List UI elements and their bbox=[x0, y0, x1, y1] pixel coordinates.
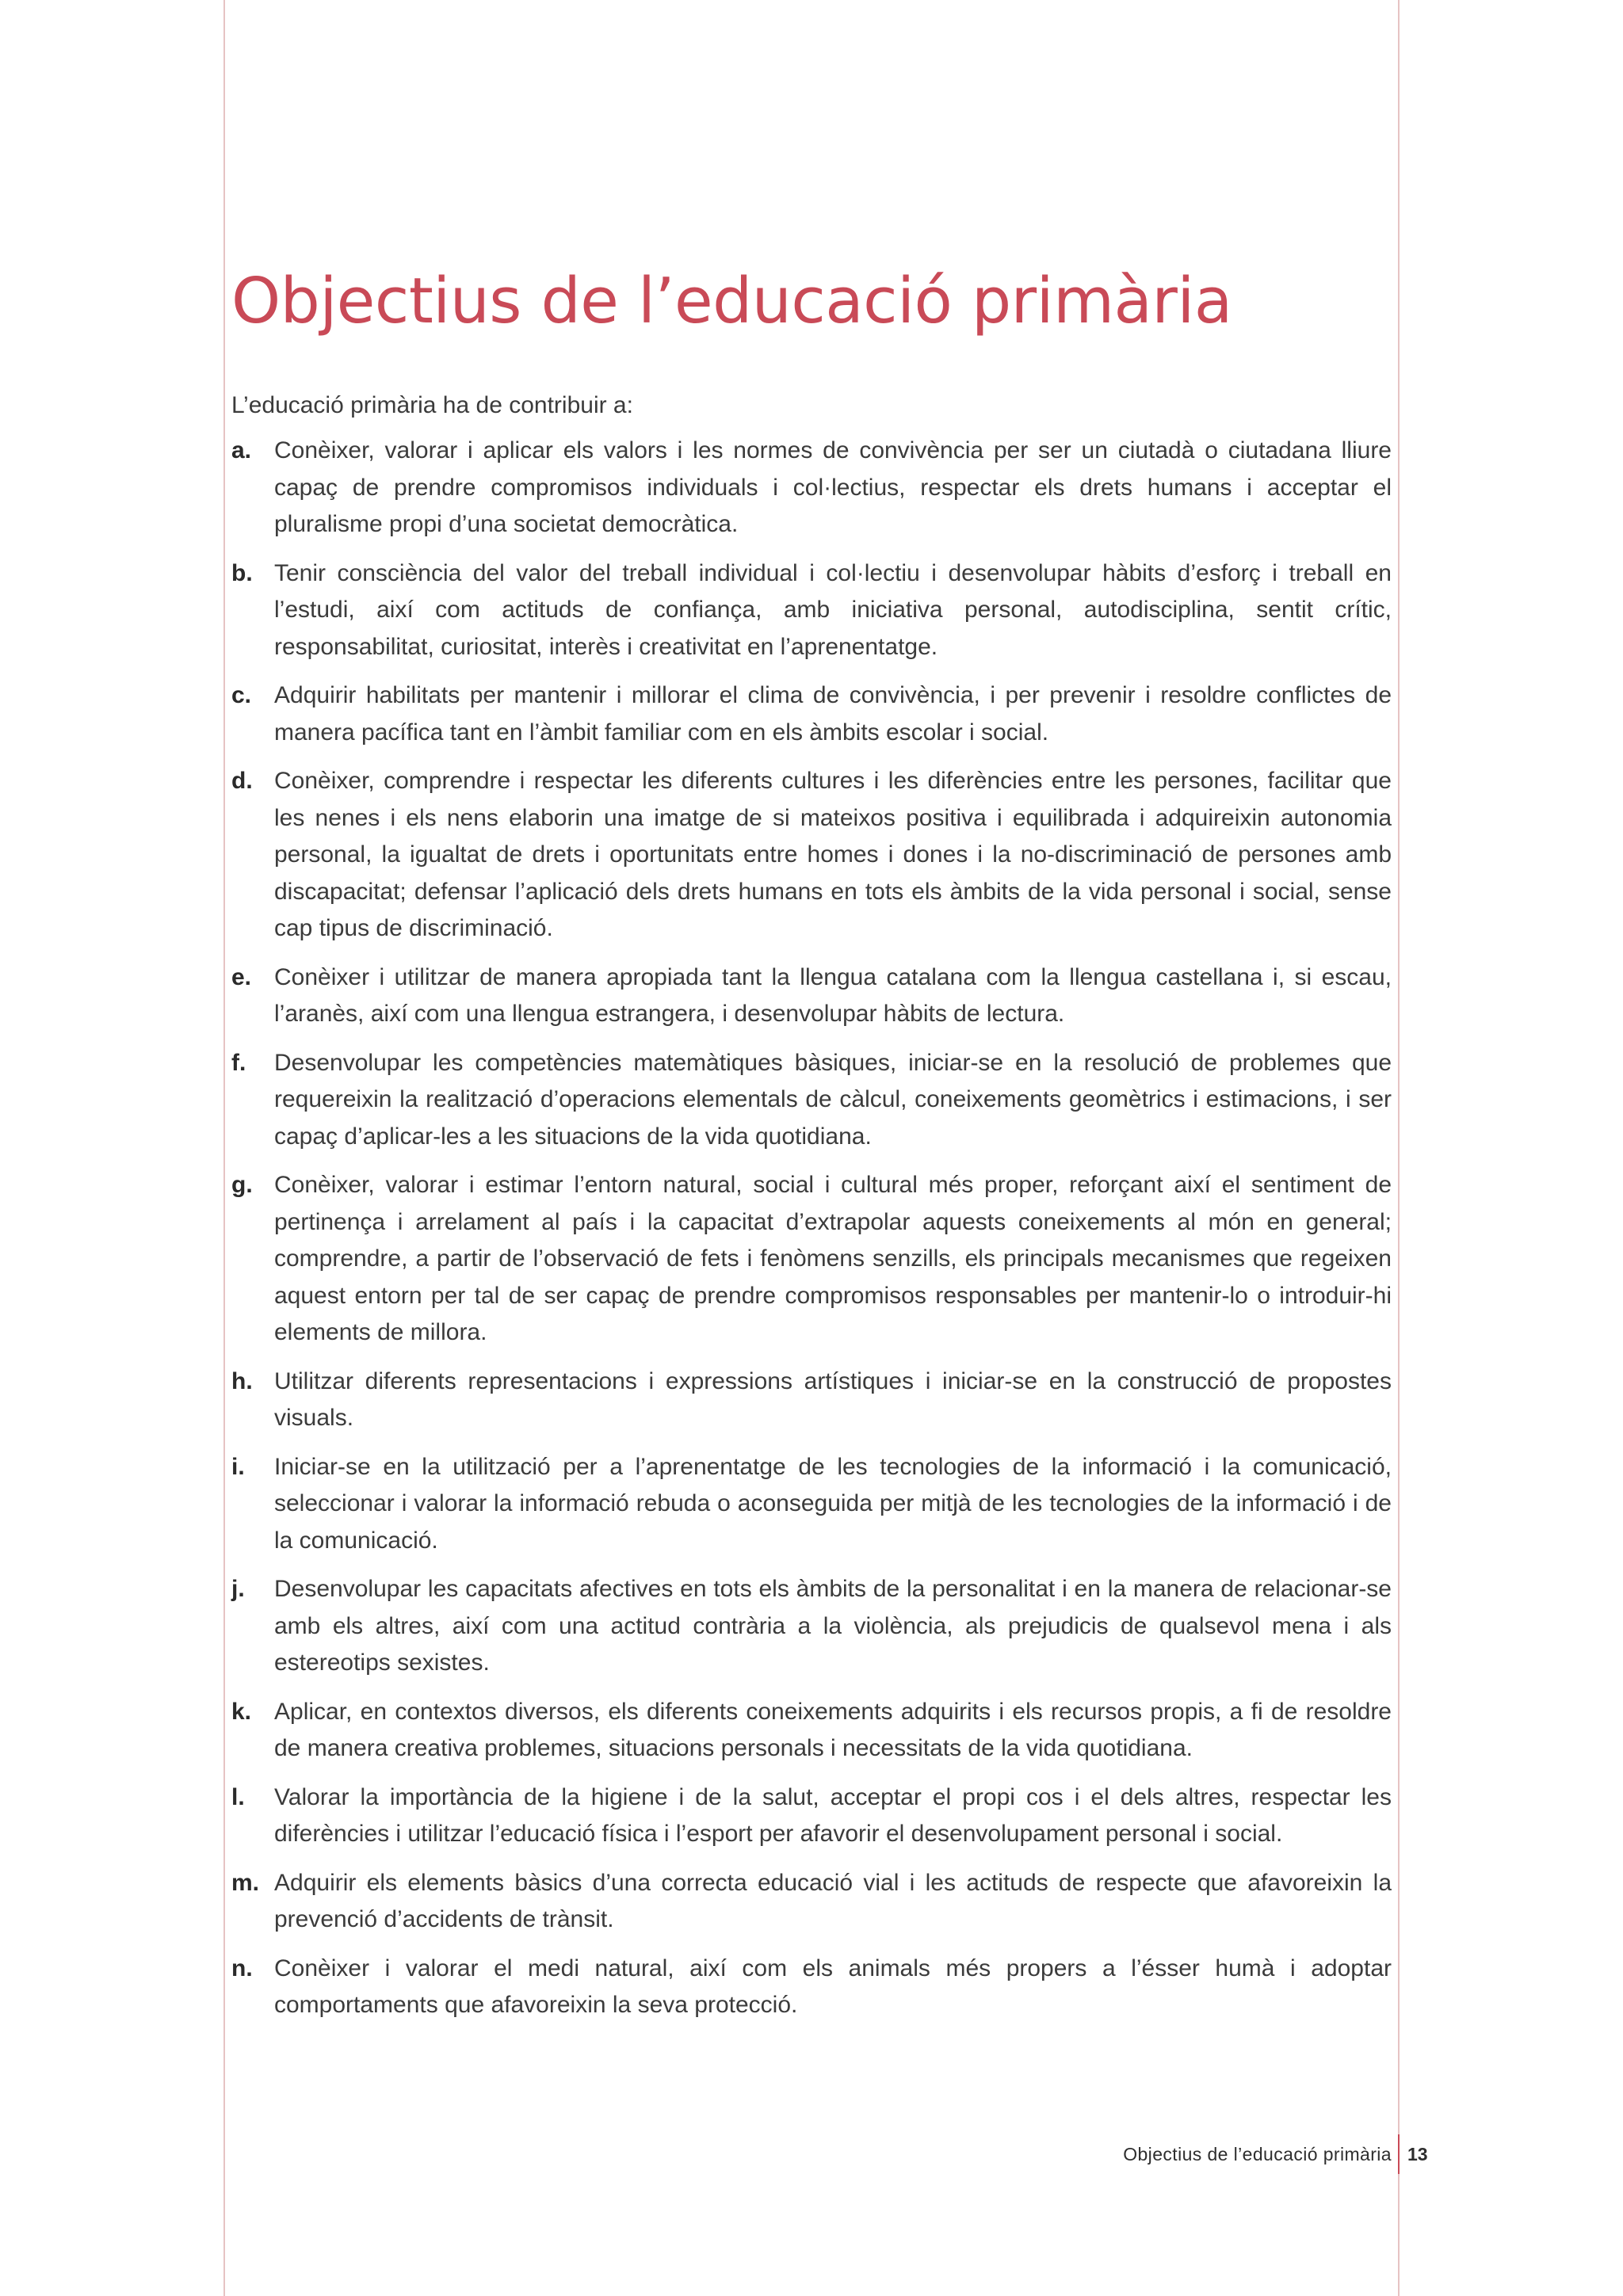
item-letter: h. bbox=[231, 1367, 253, 1394]
page-content bbox=[231, 261, 1392, 2036]
list-item bbox=[231, 555, 1392, 666]
list-item bbox=[231, 1779, 1392, 1853]
item-text: Conèixer, valorar i estimar l’entorn natural, social i cultural més proper, reforçant així el sentiment de pertinença i arrelament al país i la capacitat d’extrapolar aquests coneixements al món en general; comprendre, a partir de l’observació de fets i fenòmens senzills, els principals mecanismes que regeixen aquest entorn per tal de ser capaç de prendre compromisos responsables per mantenir-lo o introduir-hi elements de millora. bbox=[274, 1172, 1392, 1345]
item-text: Valorar la importància de la higiene i de la salut, acceptar el propi cos i el dels altres, respectar les diferències i utilitzar l’educació física i l’esport per afavorir el desenvolupament personal i social. bbox=[274, 1783, 1392, 1847]
item-letter: g. bbox=[231, 1172, 253, 1198]
item-text: Iniciar-se en la utilització per a l’aprenentatge de les tecnologies de la informació i la comunicació, seleccionar i valorar la informació rebuda o aconseguida per mitjà de les tecnologies de la informació i de la comunicació. bbox=[274, 1453, 1392, 1554]
item-text: Desenvolupar les capacitats afectives en tots els àmbits de la personalitat i en la manera de relacionar-se amb els altres, així com una actitud contrària a la violència, als prejudicis de qualsevol mena i als estereotips sexistes. bbox=[274, 1576, 1392, 1676]
footer-separator bbox=[1398, 2134, 1400, 2174]
item-text: Adquirir els elements bàsics d’una correcta educació vial i les actituds de respecte que afavoreixin la prevenció d’accidents de trànsit. bbox=[274, 1869, 1392, 1932]
list-item bbox=[231, 1363, 1392, 1437]
list-item bbox=[231, 677, 1392, 751]
item-letter: i. bbox=[231, 1453, 245, 1480]
list-item bbox=[231, 1951, 1392, 2024]
list-item bbox=[231, 1449, 1392, 1560]
list-item bbox=[231, 763, 1392, 948]
list-item bbox=[231, 1694, 1392, 1768]
list-item bbox=[231, 1571, 1392, 1682]
item-letter: j. bbox=[231, 1576, 245, 1602]
item-letter: f. bbox=[231, 1049, 246, 1076]
item-text: Conèixer, comprendre i respectar les diferents cultures i les diferències entre les persones, facilitar que les nenes i els nens elaborin una imatge de si mateixos positiva i equilibrada i adquireixin autonomia personal, la igualtat de drets i oportunitats entre homes i dones i la no-discriminació de persones amb discapacitat; defensar l’aplicació dels drets humans en tots els àmbits de la vida personal i social, sense cap tipus de discriminació. bbox=[274, 768, 1392, 941]
item-text: Conèixer i valorar el medi natural, així com els animals més propers a l’ésser humà i adoptar comportaments que afavoreixin la seva protecció. bbox=[274, 1955, 1392, 2018]
left-margin-rule bbox=[223, 0, 225, 2296]
item-letter: l. bbox=[231, 1783, 245, 1810]
item-letter: n. bbox=[231, 1955, 253, 1981]
item-text: Tenir consciència del valor del treball individual i col·lectiu i desenvolupar hàbits d’esforç i treball en l’estudi, així com actituds de confiança, amb iniciativa personal, autodisciplina, sentit crític, responsabilitat, curiositat, interès i creativitat en l’aprenentatge. bbox=[274, 559, 1392, 660]
item-text: Conèixer, valorar i aplicar els valors i les normes de convivència per ser un ciutadà o ciutadana lliure capaç de prendre compromisos individuals i col·lectius, respectar els drets humans i acceptar el pluralisme propi d’una societat democràtica. bbox=[274, 437, 1392, 537]
page-number: 13 bbox=[1407, 2144, 1428, 2164]
item-letter: m. bbox=[231, 1869, 260, 1896]
footer-section-title: Objectius de l’educació primària bbox=[1123, 2144, 1392, 2164]
item-text: Desenvolupar les competències matemàtiques bàsiques, iniciar-se en la resolució de problemes que requereixin la realització d’operacions elementals de càlcul, coneixements geomètrics i estimacions, i ser capaç d’aplicar-les a les situacions de la vida quotidiana. bbox=[274, 1049, 1392, 1150]
item-text: Utilitzar diferents representacions i expressions artístiques i iniciar-se en la construcció de propostes visuals. bbox=[274, 1367, 1392, 1431]
item-text: Conèixer i utilitzar de manera apropiada tant la llengua catalana com la llengua castellana i, si escau, l’aranès, així com una llengua estrangera, i desenvolupar hàbits de lectura. bbox=[274, 963, 1392, 1027]
item-letter: k. bbox=[231, 1698, 252, 1725]
item-text: Adquirir habilitats per mantenir i millorar el clima de convivència, i per prevenir i resoldre conflictes de manera pacífica tant en l’àmbit familiar com en els àmbits escolar i social. bbox=[274, 682, 1392, 746]
list-item bbox=[231, 1045, 1392, 1156]
list-item bbox=[231, 959, 1392, 1033]
list-item bbox=[231, 1167, 1392, 1352]
item-text: Aplicar, en contextos diversos, els diferents coneixements adquirits i els recursos propis, a fi de resoldre de manera creativa problemes, situacions personals i necessitats de la vida quotidiana. bbox=[274, 1698, 1392, 1761]
item-letter: e. bbox=[231, 963, 252, 990]
item-letter: a. bbox=[231, 437, 252, 463]
right-margin-rule bbox=[1398, 0, 1400, 2296]
item-letter: c. bbox=[231, 682, 252, 708]
intro-paragraph: L’educació primària ha de contribuir a: bbox=[231, 392, 633, 418]
page-title: Objectius de l’educació primària bbox=[231, 265, 1232, 338]
list-item bbox=[231, 433, 1392, 543]
item-letter: d. bbox=[231, 768, 253, 794]
item-letter: b. bbox=[231, 559, 253, 586]
list-item bbox=[231, 1865, 1392, 1939]
objectives-list bbox=[231, 433, 1392, 2024]
